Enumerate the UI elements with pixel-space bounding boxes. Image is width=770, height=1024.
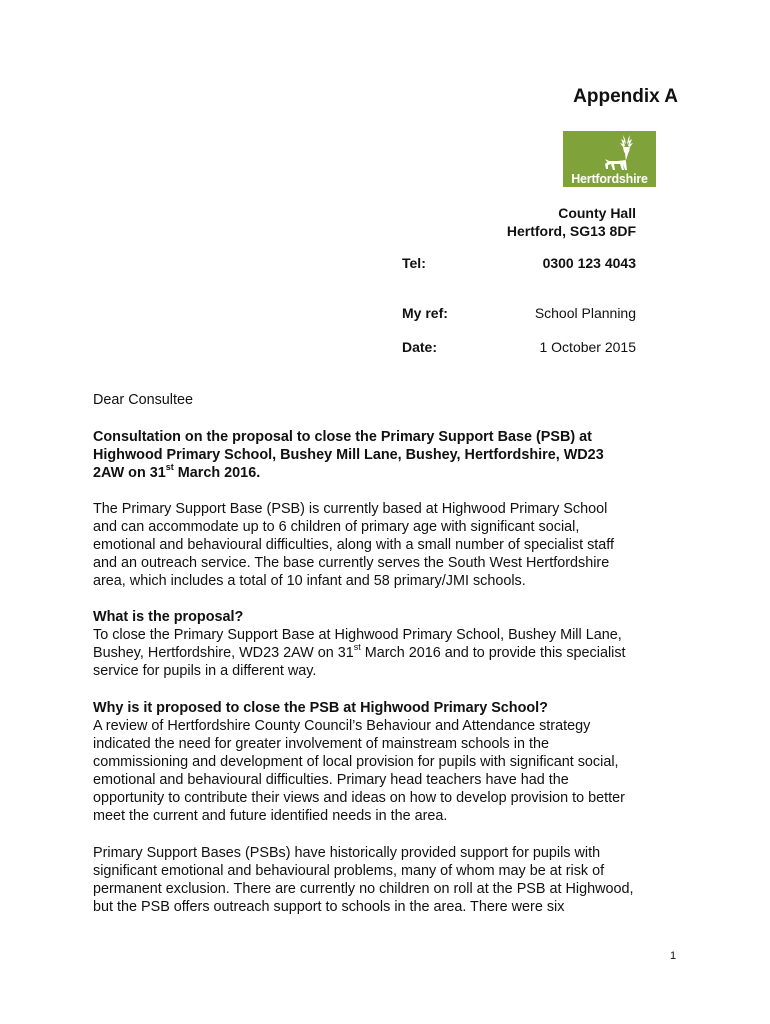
tel-label: Tel: — [402, 255, 426, 271]
paragraph-2 — [93, 626, 693, 680]
section-heading-proposal: What is the proposal? — [93, 609, 244, 625]
paragraph-line: To close the Primary Support Base at Highwood Primary School, Bushey Mill Lane, — [93, 627, 622, 643]
paragraph-line: Primary Support Bases (PSBs) have historically provided support for pupils with — [93, 845, 601, 861]
address-line-1: County Hall — [558, 205, 636, 221]
paragraph-line: The Primary Support Base (PSB) is currently based at Highwood Primary School — [93, 501, 608, 517]
paragraph-line: commissioning and development of local provision for pupils with significant social, — [93, 754, 619, 770]
paragraph-3 — [93, 717, 693, 825]
tel-value: 0300 123 4043 — [542, 255, 636, 271]
paragraph-line: indicated the need for greater involvement of mainstream schools in the — [93, 736, 549, 752]
date-row — [402, 339, 636, 357]
page-number: 1 — [670, 950, 677, 962]
subject-line-3-sup: st — [165, 462, 174, 473]
hertfordshire-logo — [563, 131, 656, 187]
appendix-heading: Appendix A — [573, 86, 678, 107]
section-heading-why: Why is it proposed to close the PSB at Highwood Primary School? — [93, 700, 548, 716]
paragraph-line: emotional and behavioural difficulties, along with a small number of specialist staff — [93, 537, 615, 553]
paragraph-line: area, which includes a total of 10 infant and 58 primary/JMI schools. — [93, 573, 526, 589]
paragraph-line: service for pupils in a different way. — [93, 663, 317, 679]
ref-row — [402, 305, 636, 323]
salutation: Dear Consultee — [93, 392, 193, 408]
paragraph-line: meet the current and future identified needs in the area. — [93, 808, 448, 824]
paragraph-line: and an outreach service. The base currently serves the South West Hertfordshire — [93, 555, 610, 571]
subject-line-3-b: March 2016. — [173, 465, 261, 481]
paragraph-line: but the PSB offers outreach support to schools in the area. There were six — [93, 899, 565, 915]
date-label: Date: — [402, 339, 438, 355]
p2-line-2-a: Bushey, Hertfordshire, WD23 2AW on 31 — [93, 645, 354, 661]
ref-value: School Planning — [534, 305, 636, 321]
sender-address — [507, 204, 636, 240]
subject-line-3-a: 2AW on 31 — [93, 465, 166, 481]
paragraph-line: emotional and behavioural difficulties. Primary head teachers have had the — [93, 772, 569, 788]
paragraph-1 — [93, 500, 693, 590]
stag-icon — [563, 131, 656, 175]
paragraph-4 — [93, 844, 693, 916]
subject-line-3 — [93, 464, 693, 482]
p2-line-2-sup: st — [353, 642, 361, 653]
subject-line-2: Highwood Primary School, Bushey Mill Lane, Bushey, Hertfordshire, WD23 — [93, 447, 604, 463]
p2-line-2-b: March 2016 and to provide this specialist — [360, 645, 626, 661]
paragraph-line: opportunity to contribute their views and ideas on how to develop provision to better — [93, 790, 625, 806]
paragraph-line: A review of Hertfordshire County Council’s Behaviour and Attendance strategy — [93, 718, 591, 734]
paragraph-line: and can accommodate up to 6 children of primary age with significant social, — [93, 519, 580, 535]
date-value: 1 October 2015 — [539, 339, 636, 355]
subject-line-1: Consultation on the proposal to close the Primary Support Base (PSB) at — [93, 429, 592, 445]
tel-row — [402, 255, 636, 273]
paragraph-line: permanent exclusion. There are currently no children on roll at the PSB at Highwood, — [93, 881, 634, 897]
ref-label: My ref: — [402, 305, 448, 321]
paragraph-line — [93, 644, 693, 662]
logo-wordmark: Hertfordshire — [571, 172, 648, 186]
subject-heading — [93, 428, 693, 482]
paragraph-line: significant emotional and behavioural problems, many of whom may be at risk of — [93, 863, 605, 879]
address-line-2: Hertford, SG13 8DF — [506, 223, 636, 239]
